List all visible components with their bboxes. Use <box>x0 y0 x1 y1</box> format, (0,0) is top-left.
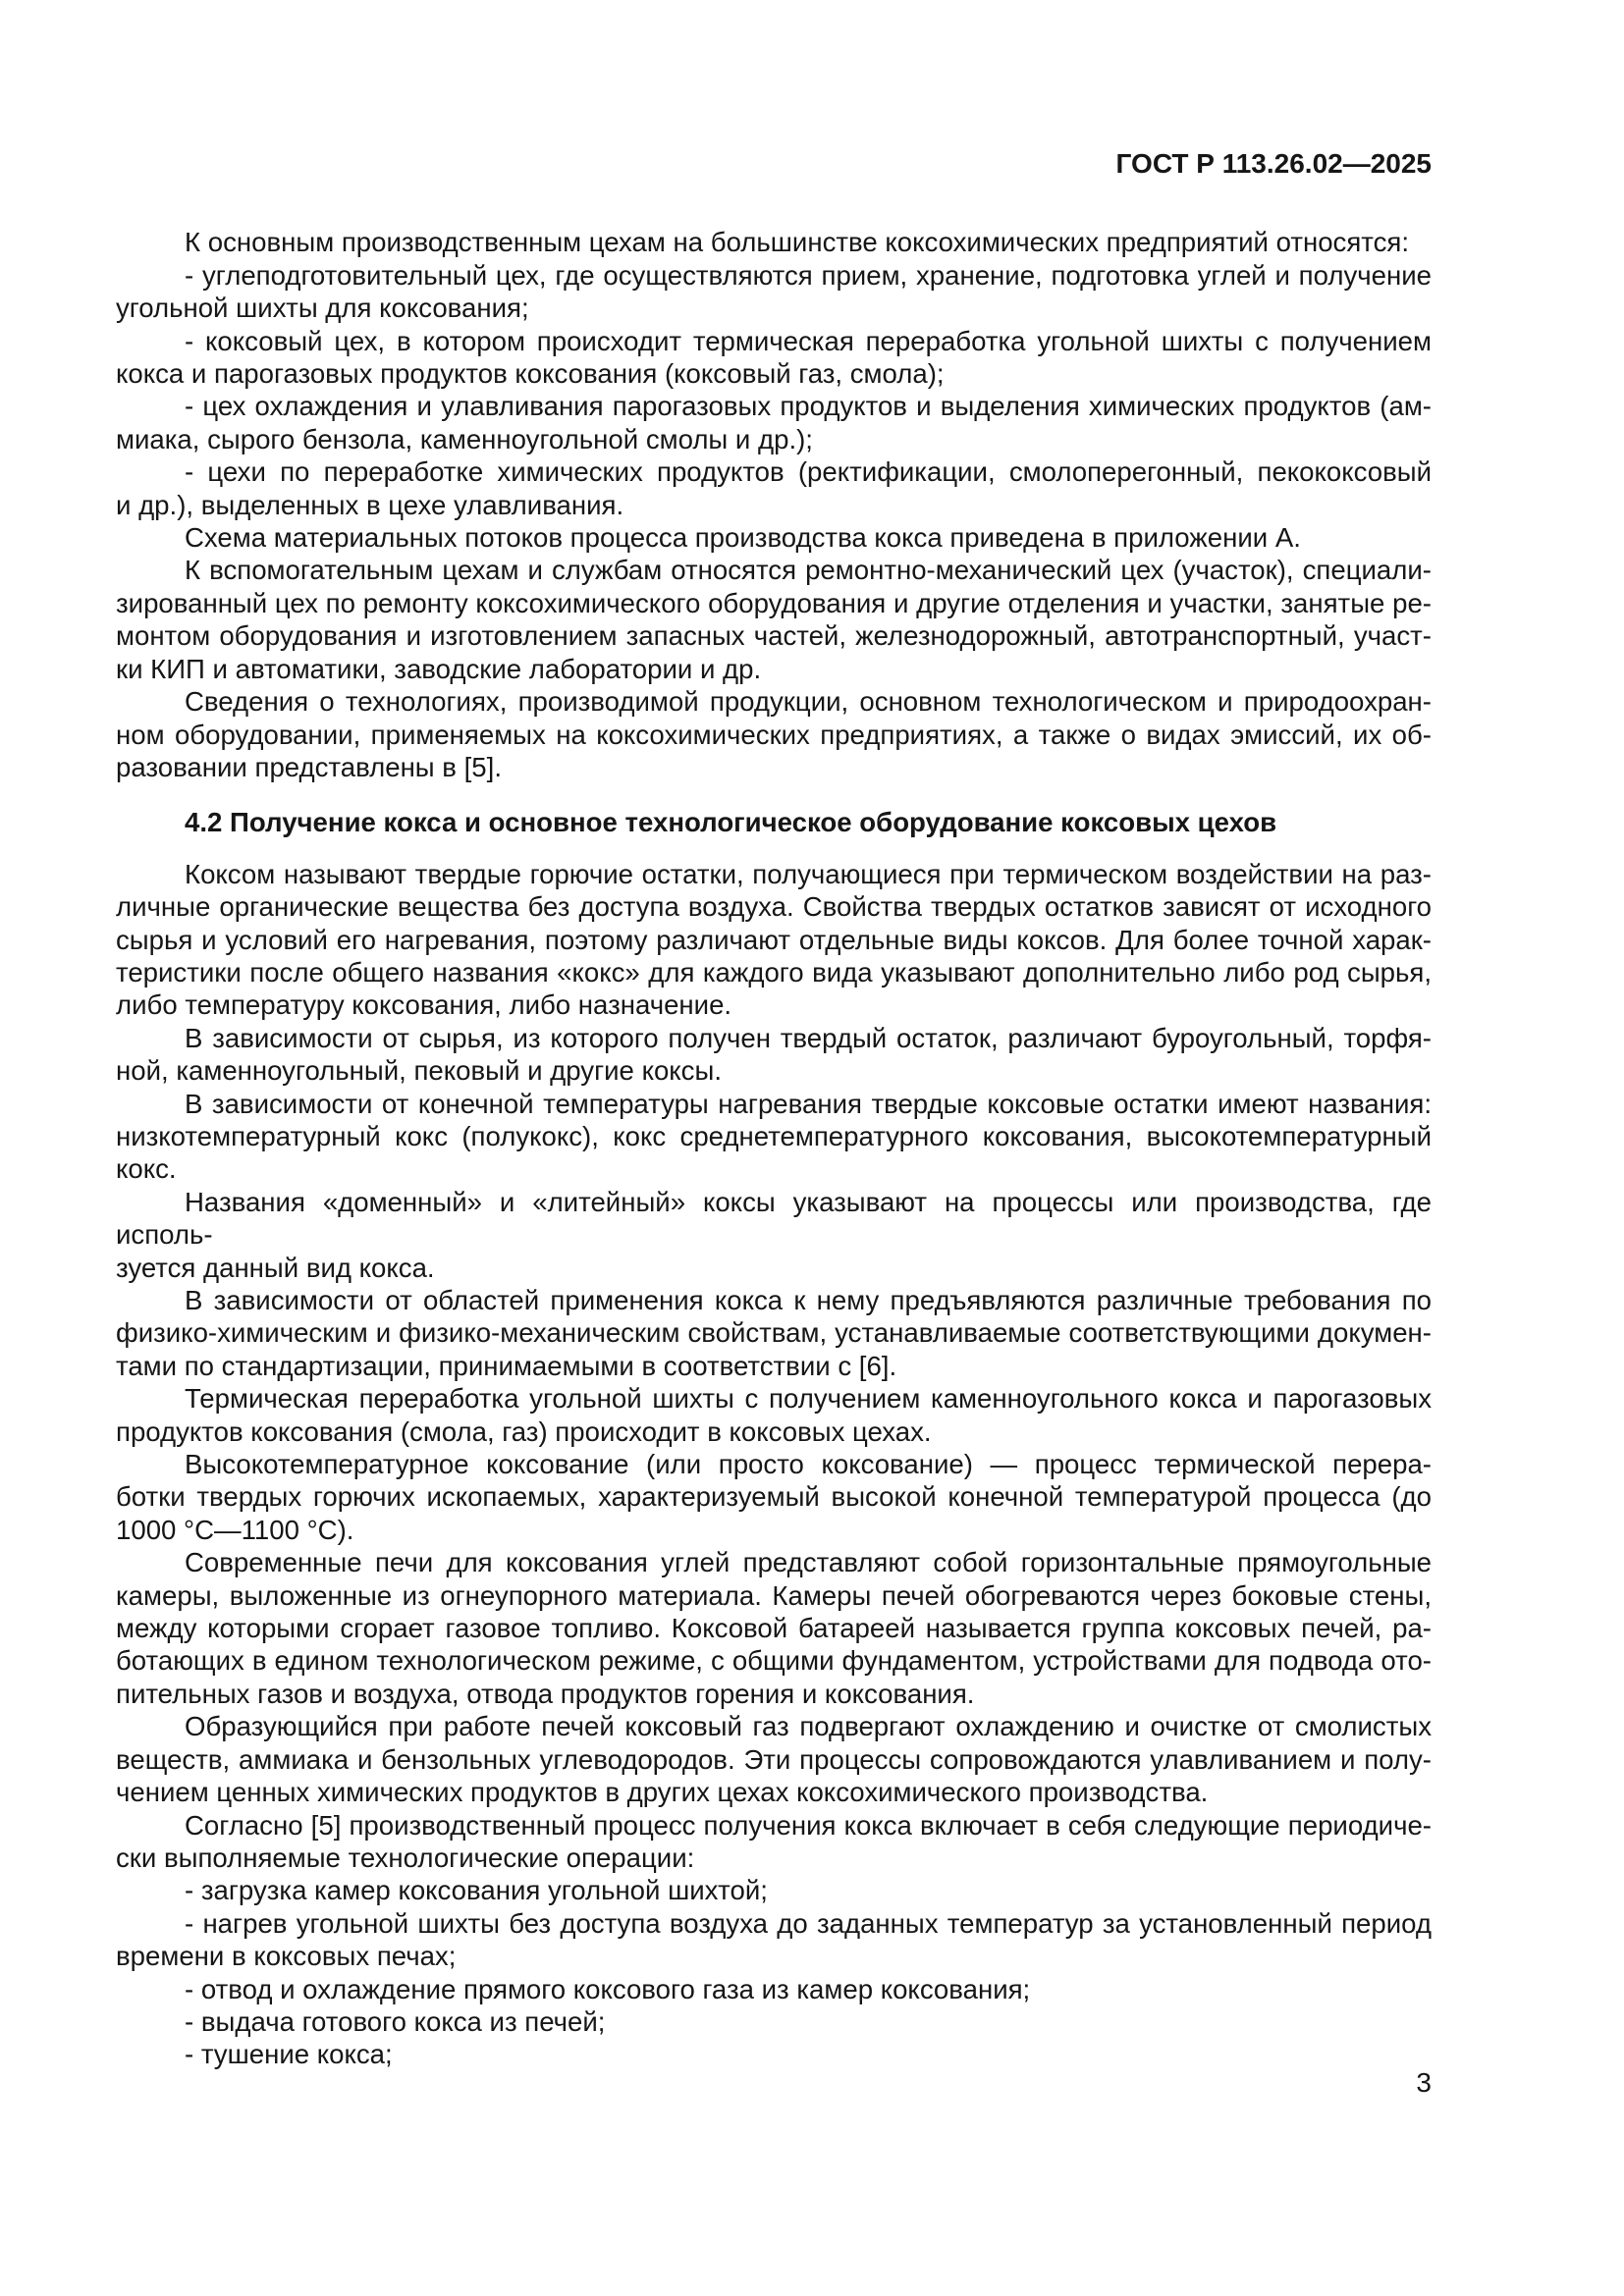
paragraph-line: миака, сырого бензола, каменноугольной смолы и др.); <box>116 423 813 454</box>
document-code: ГОСТ Р 113.26.02—2025 <box>1115 148 1432 179</box>
paragraph-line: кокса и парогазовых продуктов коксования (коксовый газ, смола); <box>116 358 945 390</box>
paragraph <box>116 1382 1432 1448</box>
paragraph-line: разовании представлены в [5]. <box>116 751 502 782</box>
paragraph-line: кокс. <box>116 1153 177 1185</box>
paragraph-line: 1000 °С—1100 °С). <box>116 1514 354 1545</box>
paragraph <box>116 1022 1432 1088</box>
paragraph-line: Термическая переработка угольной шихты с получением каменноугольного кокса и парогазовых <box>185 1383 1432 1415</box>
paragraph <box>116 226 1432 258</box>
paragraph <box>116 1710 1432 1808</box>
page-number: 3 <box>1416 2067 1432 2098</box>
paragraph-line: - загрузка камер коксования угольной шихтой; <box>185 1875 768 1906</box>
paragraph-line: ной, каменноугольный, пековый и другие коксы. <box>116 1055 722 1087</box>
paragraph-line: К вспомогательным цехам и службам относятся ремонтно-механический цех (участок), специали- <box>185 555 1432 586</box>
paragraph <box>116 2038 1432 2070</box>
paragraph-line: физико-химическим и физико-механическим свойствам, устанавливаемые соответствующими докумен- <box>116 1317 1432 1349</box>
paragraph-line: либо температуру коксования, либо назначение. <box>116 989 732 1021</box>
paragraph-line: - углеподготовительный цех, где осуществляются прием, хранение, подготовка углей и получение <box>185 259 1432 291</box>
paragraph <box>116 521 1432 554</box>
paragraph-line: низкотемпературный кокс (полукокс), кокс среднетемпературного коксования, высокотемпературный <box>116 1120 1432 1151</box>
paragraph-line: Образующийся при работе печей коксовый газ подвергают охлаждению и очистке от смолистых <box>185 1711 1432 1742</box>
paragraph-line: - цех охлаждения и улавливания парогазовых продуктов и выделения химических продуктов (ам- <box>185 391 1432 422</box>
paragraph-line: Согласно [5] производственный процесс получения кокса включает в себя следующие периодиче- <box>185 1809 1432 1841</box>
paragraph-line: теристики после общего названия «кокс» для каждого вида указывают дополнительно либо род сырья, <box>116 956 1432 988</box>
document-body <box>116 226 1432 2070</box>
paragraph-line: и др.), выделенных в цехе улавливания. <box>116 489 624 520</box>
paragraph-line: ки КИП и автоматики, заводские лаборатории и др. <box>116 653 762 684</box>
paragraph-line: между которыми сгорает газовое топливо. Коксовой батареей называется группа коксовых печей, ра- <box>116 1613 1432 1644</box>
paragraph <box>116 455 1432 521</box>
paragraph-line: В зависимости от конечной температуры нагревания твердые коксовые остатки имеют названия: <box>185 1088 1432 1119</box>
paragraph-line: - тушение кокса; <box>185 2039 393 2070</box>
paragraph-line: В зависимости от сырья, из которого получен твердый остаток, различают буроугольный, торфя- <box>185 1022 1432 1053</box>
paragraph-line: монтом оборудования и изготовлением запасных частей, железнодорожный, автотранспортный, участ- <box>116 620 1432 652</box>
paragraph-line: пительных газов и воздуха, отвода продуктов горения и коксования. <box>116 1678 975 1709</box>
paragraph <box>116 1448 1432 1546</box>
page-content <box>116 0 1432 2296</box>
paragraph-line: личные органические вещества без доступа воздуха. Свойства твердых остатков зависят от исходного <box>116 891 1432 923</box>
paragraph-line: - нагрев угольной шихты без доступа воздуха до заданных температур за установленный период <box>185 1907 1432 1939</box>
paragraph-line: Коксом называют твердые горючие остатки, получающиеся при термическом воздействии на раз- <box>185 858 1432 889</box>
paragraph-line: камеры, выложенные из огнеупорного материала. Камеры печей обогреваются через боковые стены, <box>116 1579 1432 1611</box>
paragraph-line: зированный цех по ремонту коксохимического оборудования и другие отделения и участки, занятые ре- <box>116 587 1432 618</box>
paragraph <box>116 1874 1432 1906</box>
paragraph-line: - отвод и охлаждение прямого коксового газа из камер коксования; <box>185 1973 1031 2004</box>
paragraph <box>116 1973 1432 2005</box>
paragraph <box>116 1088 1432 1186</box>
section-heading: 4.2 Получение кокса и основное технологическое оборудование коксовых цехов <box>185 807 1277 838</box>
paragraph-line: Высокотемпературное коксование (или просто коксование) — процесс термической перера- <box>185 1449 1432 1480</box>
paragraph <box>116 1284 1432 1382</box>
paragraph-line: чением ценных химических продуктов в других цехах коксохимического производства. <box>116 1777 1209 1808</box>
paragraph-line: ски выполняемые технологические операции: <box>116 1842 695 1873</box>
paragraph <box>116 2005 1432 2038</box>
paragraph <box>116 1809 1432 1875</box>
paragraph <box>116 554 1432 685</box>
paragraph-line: Сведения о технологиях, производимой продукции, основном технологическом и природоохран- <box>185 686 1432 718</box>
paragraph <box>116 1907 1432 1973</box>
paragraph-line: зуется данный вид кокса. <box>116 1252 435 1283</box>
paragraph <box>116 685 1432 783</box>
paragraph-line: ботающих в едином технологическом режиме, с общими фундаментом, устройствами для подвода ото- <box>116 1645 1432 1677</box>
paragraph-line: Современные печи для коксования углей представляют собой горизонтальные прямоугольные <box>185 1547 1432 1578</box>
paragraph-line: сырья и условий его нагревания, поэтому различают отдельные виды коксов. Для более точной харак- <box>116 924 1432 955</box>
paragraph-line: тами по стандартизации, принимаемыми в соответствии с [6]. <box>116 1350 897 1381</box>
paragraph <box>116 1546 1432 1710</box>
paragraph <box>116 390 1432 455</box>
paragraph <box>116 325 1432 391</box>
paragraph <box>116 1186 1432 1284</box>
paragraph-line: угольной шихты для коксования; <box>116 293 529 324</box>
paragraph-line: К основным производственным цехам на большинстве коксохимических предприятий относятся: <box>185 227 1410 258</box>
paragraph-line: ботки твердых горючих ископаемых, характеризуемый высокой конечной температурой процесса (до <box>116 1481 1432 1513</box>
paragraph-line: ном оборудовании, применяемых на коксохимических предприятиях, а также о видах эмиссий, их об- <box>116 719 1432 750</box>
paragraph-line: продуктов коксования (смола, газ) происходит в коксовых цехах. <box>116 1415 932 1447</box>
paragraph-line: - выдача готового кокса из печей; <box>185 2005 606 2037</box>
paragraph-line: Схема материальных потоков процесса производства кокса приведена в приложении А. <box>185 522 1301 554</box>
paragraph-line: - коксовый цех, в котором происходит термическая переработка угольной шихты с получением <box>185 325 1432 356</box>
paragraph-line: В зависимости от областей применения кокса к нему предъявляются различные требования по <box>185 1285 1432 1315</box>
paragraph-line: веществ, аммиака и бензольных углеводородов. Эти процессы сопровождаются улавливанием и полу- <box>116 1743 1432 1775</box>
paragraph-line: времени в коксовых печах; <box>116 1941 457 1972</box>
paragraph <box>116 259 1432 325</box>
paragraph-line: Названия «доменный» и «литейный» коксы указывают на процессы или производства, где исполь- <box>116 1186 1432 1251</box>
paragraph <box>116 858 1432 1022</box>
paragraph-line: - цехи по переработке химических продуктов (ректификации, смолоперегонный, пекококсовый <box>185 456 1432 488</box>
